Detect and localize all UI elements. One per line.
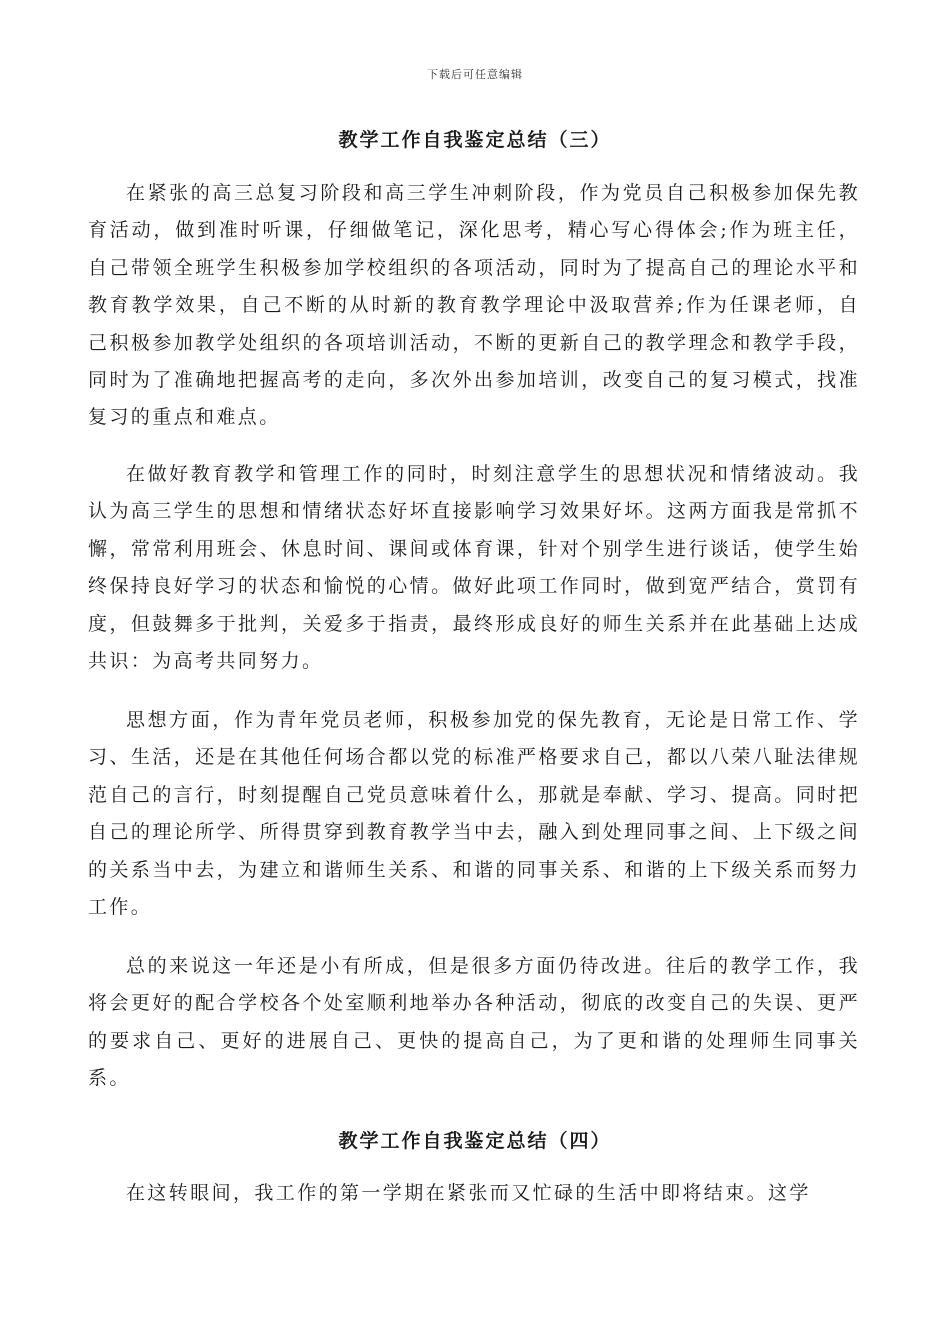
- paragraph: 总的来说这一年还是小有所成，但是很多方面仍待改进。往后的教学工作，我将会更好的配合学校各个处室顺利地举办各种活动，彻底的改变自己的失误、更严的要求自己、更好的进展自己、更快的提高自己，为了更和谐的处理师生同事关系。: [88, 955, 860, 1090]
- paragraph: 思想方面，作为青年党员老师，积极参加党的保先教育，无论是日常工作、学习、生活，还是在其他任何场合都以党的标准严格要求自己，都以八荣八耻法律规范自己的言行，时刻提醒自己党员意味着什么，那就是奉献、学习、提高。同时把自己的理论所学、所得贯穿到教育教学当中去，融入到处理同事之间、上下级之间的关系当中去，为建立和谐师生关系、和谐的同事关系、和谐的上下级关系而努力工作。: [88, 709, 860, 919]
- paragraph: 在紧张的高三总复习阶段和高三学生冲刺阶段，作为党员自己积极参加保先教育活动，做到准时听课，仔细做笔记，深化思考，精心写心得体会;作为班主任，自己带领全班学生积极参加学校组织的各项活动，同时为了提高自己的理论水平和教育教学效果，自己不断的从时新的教育教学理论中汲取营养;作为任课老师，自己积极参加教学处组织的各项培训活动，不断的更新自己的教学理念和教学手段，同时为了准确地把握高考的走向，多次外出参加培训，改变自己的复习模式，找准复习的重点和难点。: [88, 182, 860, 429]
- section-title: 教学工作自我鉴定总结（三）: [338, 129, 612, 151]
- paragraph: 在做好教育教学和管理工作的同时，时刻注意学生的思想状况和情绪波动。我认为高三学生的思想和情绪状态好坏直接影响学习效果好坏。这两方面我是常抓不懈，常常利用班会、休息时间、课间或体育课，针对个别学生进行谈话，使学生始终保持良好学习的状态和愉悦的心情。做好此项工作同时，做到宽严结合，赏罚有度，但鼓舞多于批判，关爱多于指责，最终形成良好的师生关系并在此基础上达成共识：为高考共同努力。: [88, 463, 860, 673]
- paragraph: 在这转眼间，我工作的第一学期在紧张而又忙碌的生活中即将结束。这学: [126, 1182, 811, 1204]
- section-title: 教学工作自我鉴定总结（四）: [338, 1130, 612, 1152]
- header-note: 下载后可任意编辑: [427, 68, 523, 81]
